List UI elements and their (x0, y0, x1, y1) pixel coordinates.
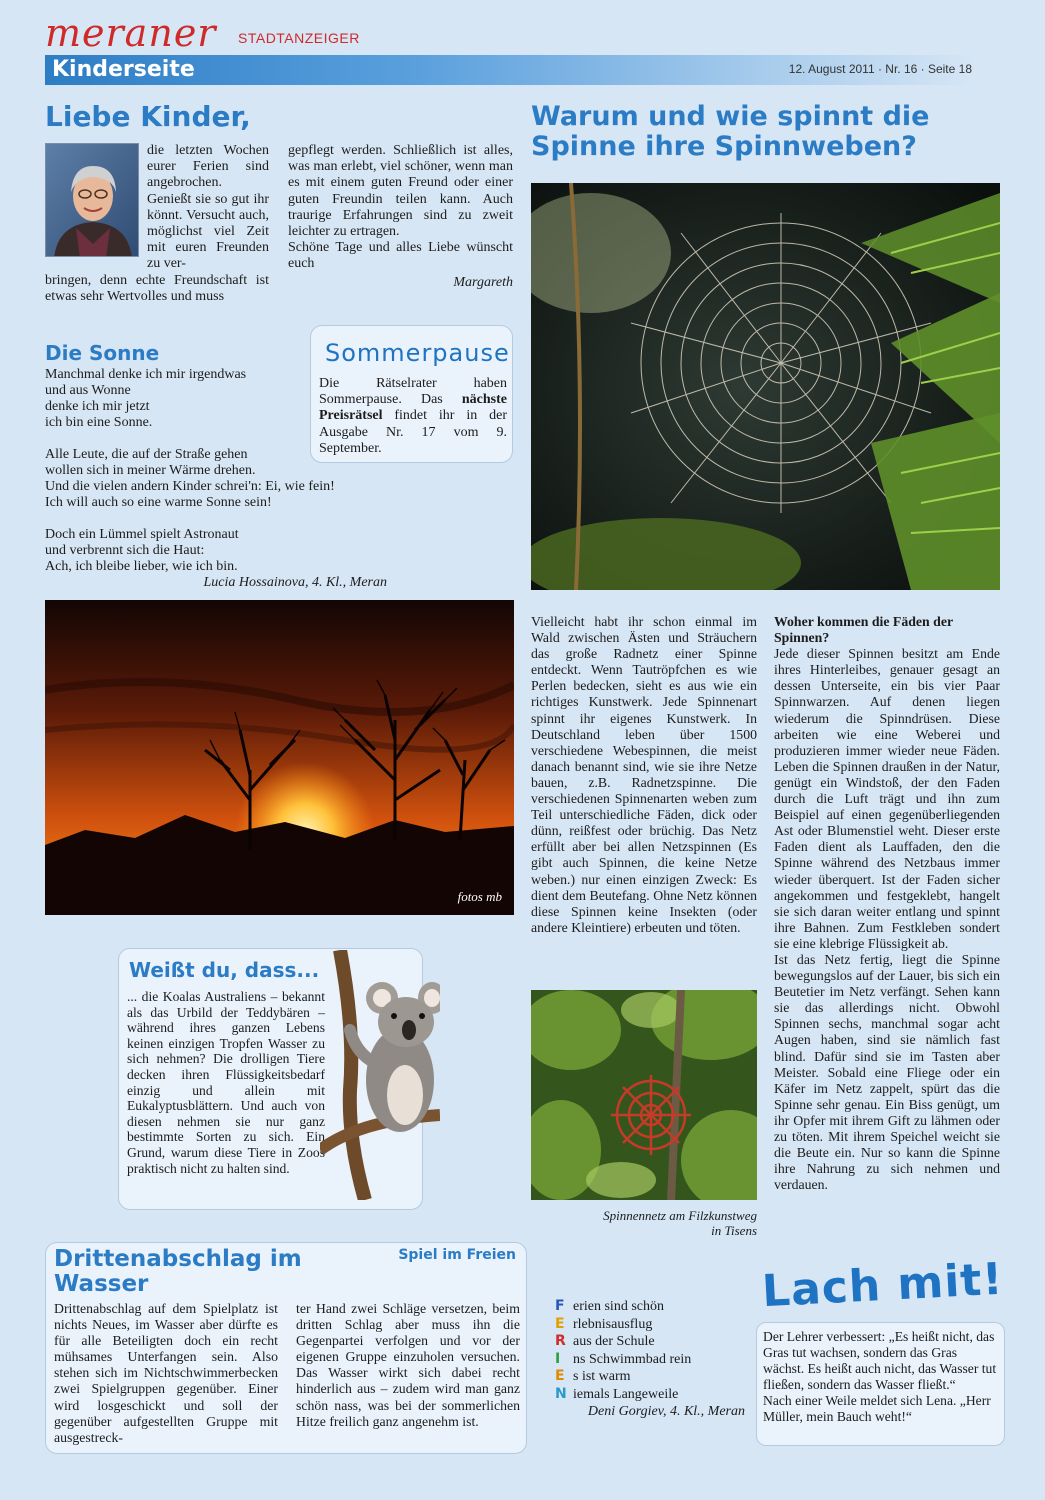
letter-column-1-wrap: die letzten Wochen eurer Ferien sind angebrochen. Genießt sie so gut ihr könnt. Versucht auch, möglichst viel Zeit mit euren Freunden zu ver- (147, 143, 269, 272)
author-portrait (45, 143, 139, 257)
game-column-2: ter Hand zwei Schläge versetzen, beim dritten Schlag aber muss ihn die Gegenpartei verfolgen und vor der eigenen Gruppe einzuholen versuchen. Das Wasser wirkt sich dabei recht hinderlich aus – zudem wird man ganz schön nass, was bei der sommerlichen Hitze freilich ganz angenehm ist. (296, 1301, 520, 1429)
felt-web (611, 1075, 691, 1155)
letter-body: gepflegt werden. Schließlich ist alles, was man erlebt, viel schöner, wenn man es mit einem guten Freund oder einer guten Freundin teilen kann. Auch traurige Erfahrungen sind zu zweit leichter zu ertragen. (288, 143, 513, 240)
acrostic-letter: F (555, 1298, 565, 1314)
poem-stanza-1: Manchmal denke ich mir irgendwas und aus Wonne denke ich mir jetzt ich bin eine Sonne. (45, 367, 247, 430)
letter-column-1-rest: bringen, denn echte Freundschaft ist etwas sehr Wertvolles und muss (45, 273, 269, 305)
koala-title: Weißt du, dass... (129, 958, 320, 982)
spider-subheading: Woher kommen die Fäden der Spinnen? (774, 614, 953, 646)
acrostic-text: iemals Langeweile (573, 1386, 679, 1402)
acrostic-text: ns Schwimmbad rein (573, 1351, 692, 1367)
poem-author: Lucia Hossainova, 4. Kl., Meran (203, 575, 387, 590)
acrostic-text: erien sind schön (573, 1299, 664, 1314)
acrostic-line (555, 1298, 755, 1316)
acrostic-line (555, 1316, 755, 1334)
game-tag: Spiel im Freien (398, 1247, 516, 1263)
acrostic-letter: N (555, 1385, 567, 1402)
game-box (45, 1242, 527, 1454)
issue-info: 12. August 2011 · Nr. 16 · Seite 18 (788, 62, 972, 76)
acrostic-text: rlebnisausflug (573, 1316, 653, 1332)
poem-title: Die Sonne (45, 341, 160, 365)
portrait-image (46, 144, 139, 257)
spider-column-2 (774, 614, 1000, 1193)
sommerpause-text-bold: nächste Preisrätsel (319, 392, 507, 424)
letter-title: Liebe Kinder, (45, 100, 251, 133)
ferien-acrostic (555, 1298, 755, 1420)
joke-box (756, 1322, 1005, 1446)
koala-text: ... die Koalas Australiens – bekannt als das Urbild der Teddybären – während ihres ganzen Lebens keinen einzigen Tropfen Wasser zu sich nehmen? Die drolligen Tiere decken ihren Flüssigkeitsbedarf einzig und allein mit Eukalyptusblättern. Und auch von diesen nehmen sie nur ganz bestimmte Sorten zu sich. Ein Grund, warum diese Tiere in Zoos praktisch nicht zu halten sind. (127, 989, 325, 1176)
acrostic-author: Deni Gorgiev, 4. Kl., Meran (587, 1404, 745, 1419)
masthead-subtitle: STADTANZEIGER (238, 30, 360, 46)
sommerpause-text-a: Die Rätselrater haben Sommerpause. Das (319, 376, 507, 408)
game-column-1: Drittenabschlag auf dem Spielplatz ist nichts Neues, im Wasser aber dürfte es für alle Beteiligten doch ein recht mühsames Unterfangen sein. Also stehen sich im Nichtschwimmerbecken zwei Spielgruppen gegenüber. Einer wird losgeschickt und soll der gegenüber aufgestellten Gruppe mit ausgestreck- (54, 1301, 278, 1445)
filzkunstweg-photo (531, 990, 757, 1200)
sommerpause-text-b: findet ihr in der Ausgabe Nr. 17 vom 9. September. (319, 408, 507, 456)
poem-body (45, 367, 395, 591)
acrostic-letter: E (555, 1368, 565, 1384)
spiderweb-image (531, 183, 1000, 590)
letter-column-2 (288, 143, 513, 291)
sommerpause-title: Sommerpause (325, 339, 510, 367)
sunset-photo (45, 600, 514, 915)
joke-text: Der Lehrer verbessert: „Es heißt nicht, das Gras tut wachsen, sondern das Gras wächst. Es heißt auch nicht, das Wasser tut fließen, sondern das Wasser fließt.“ Nach einer Weile meldet sich Lena. „Herr Müller, mein Bauch weht!“ (763, 1329, 997, 1424)
poem-stanza-2: Alle Leute, die auf der Straße gehen wollen sich in meiner Wärme drehen. Und die vielen andern Kinder schrei'n: Ei, wie fein! Ich will auch so eine warme Sonne sein! (45, 447, 335, 510)
filzkunstweg-image (531, 990, 757, 1200)
caption-line-2: in Tisens (711, 1223, 757, 1238)
acrostic-letter: I (555, 1350, 561, 1367)
photo-credit: fotos mb (457, 889, 502, 904)
letter-signature: Margareth (453, 274, 513, 290)
caption-line-1: Spinnennetz am Filzkunstweg (603, 1208, 757, 1223)
masthead-logo: meraner (45, 11, 217, 55)
spider-title: Warum und wie spinnt die Spinne ihre Spinnweben? (531, 101, 930, 162)
acrostic-text: aus der Schule (573, 1334, 655, 1349)
spider-paragraph-2: Ist das Netz fertig, liegt die Spinne bewegungslos auf der Lauer, bis sich ein Beutetier im Netz verfängt. Sehen kann sie das allerdings nicht. Obwohl Spinnen sechs, manchmal sogar acht Augen haben, sind sie nämlich fast blind. Dafür sind sie im Tasten aber Meister. Sobald eine Fliege oder ein Käfer im Netz zappelt, spürt das die Spinne sehr genau. Ein Biss genügt, um ihr Opfer mit ihrem Gift zu lähmen oder zu töten. Mit ihrem Speichel weicht sie die Beute ein. Nur so kann die Spinne ihre Nahrung zu sich nehmen und verdauen. (774, 951, 1000, 1193)
acrostic-line (555, 1368, 755, 1386)
spider-column-1: Vielleicht habt ihr schon einmal im Wald zwischen Ästen und Sträuchern das große Radnetz einer Spinne entdeckt. Wenn Tautröpfchen es wie Perlen bedecken, sieht es aus wie ein richtiges Kunstwerk. Jede Spinnenart spinnt ihr eigenes Kunstwerk. In Deutschland leben über 1500 verschiedene Webespinnen, die meist danach benannt sind, wie sie ihre Netze bauen, z.B. Radnetzspinne. Die verschiedenen Spinnenarten weben zum Teil unterschiedliche Fäden, dick oder dünn, reißfest oder brüchig. Das Netz erfüllt aber bei allen Netzspinnen (Es gibt auch Spinnen, die keine Netze weben.) nur einen einzigen Zweck: Es dient dem Beutefang. Ohne Netz können diese Spinnen keine Insekten (oder andere Kleintiere) erbeuten und töten. (531, 614, 757, 935)
koala-image (320, 950, 440, 1200)
joke-title: Lach mit! (760, 1253, 1005, 1318)
acrostic-text: s ist warm (573, 1369, 631, 1384)
poem-stanza-3: Doch ein Lümmel spielt Astronaut und verbrennt sich die Haut: Ach, ich bleibe lieber, wie ich bin. (45, 527, 239, 574)
sunset-image (45, 600, 514, 915)
koala-illustration (320, 950, 440, 1200)
acrostic-letter: R (555, 1333, 566, 1349)
spider-paragraph-1: Jede dieser Spinnen besitzt am Ende ihres Hinterleibes, genauer gesagt an dessen Unterseite, ein bis vier Paar Spinnwarzen. Auf denen liegen wiederum die Spinndrüsen. Diese arbeiten wie eine Weberei und produzieren immer wieder neue Fäden. Leben die Spinnen draußen in der Natur, genügt ein Windstoß, der den Faden durch die Luft trägt und ihn zum Beispiel auf einen gegenüberliegenden Ast oder Blumenstiel weht. Dieser erste Faden dient als Lauffaden, den die Spinne während des Netzbaus immer wieder überquert. Ist der Faden sicher angekommen und festgeklebt, hangelt sie sich daran weiter entlang und spinnt ihre Bahnen. Zum Festkleben sondert sie eine klebrige Flüssigkeit ab. (774, 646, 1000, 951)
acrostic-line (555, 1386, 755, 1404)
acrostic-lines (555, 1298, 755, 1403)
game-title: Drittenabschlag im Wasser (54, 1246, 302, 1297)
acrostic-line (555, 1351, 755, 1369)
spiderweb-photo (531, 183, 1000, 590)
section-title: Kinderseite (52, 57, 195, 82)
spider-photo-caption (531, 1208, 757, 1238)
letter-closing: Schöne Tage und alles Liebe wünscht euch (288, 240, 513, 272)
acrostic-letter: E (555, 1315, 565, 1332)
acrostic-line (555, 1333, 755, 1351)
